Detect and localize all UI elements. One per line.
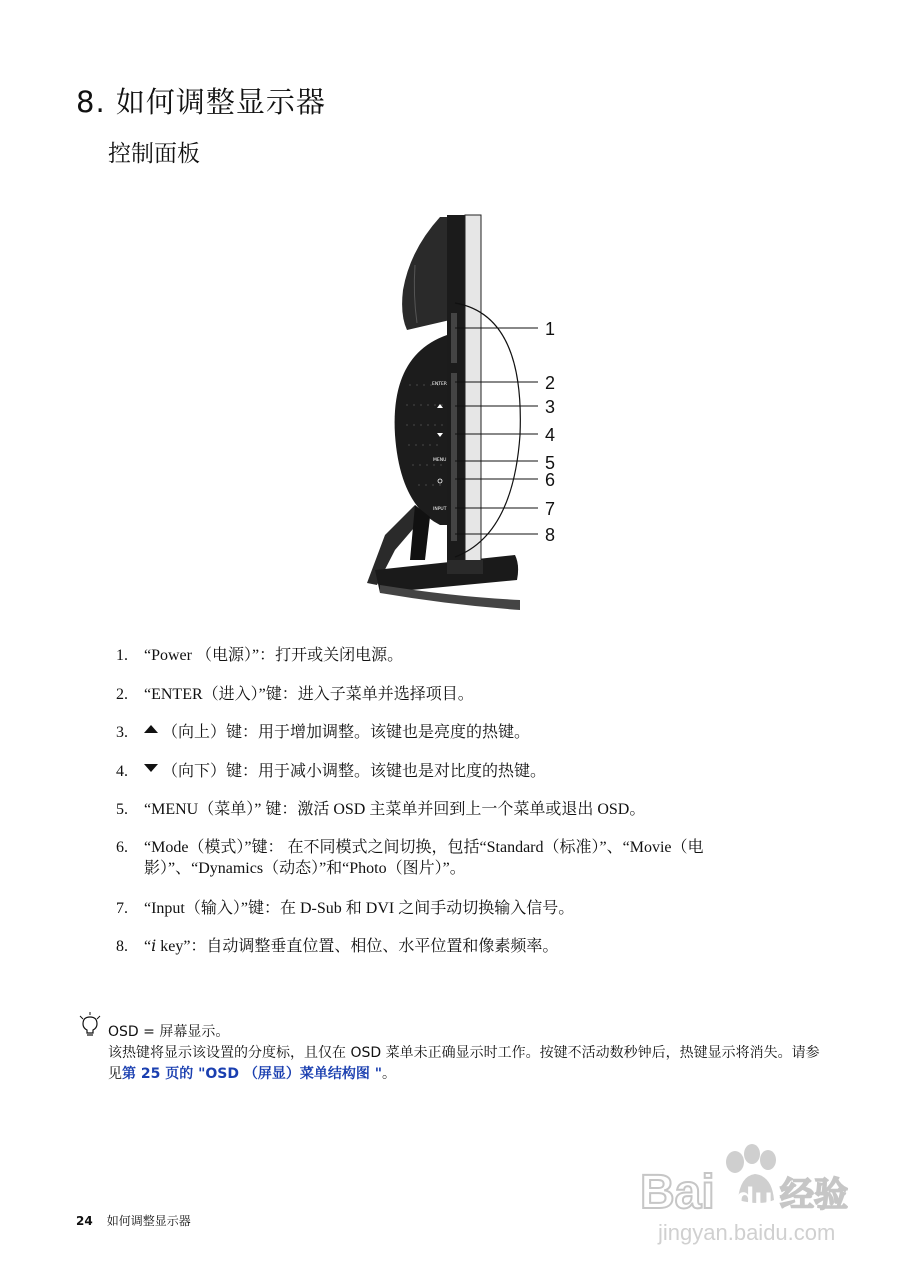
callout-1: 1 [545, 319, 556, 339]
list-item-text: “𝑖 key”：自动调整垂直位置、相位、水平位置和像素频率。 [144, 938, 559, 955]
list-item-text: “ENTER（进入）”键：进入子菜单并选择项目。 [144, 686, 474, 703]
page-footer [76, 1212, 191, 1229]
list-item-number: 6. [116, 839, 128, 856]
callout-2: 2 [545, 373, 556, 393]
list-item-number: 1. [116, 647, 128, 664]
list-item-number: 5. [116, 801, 128, 818]
section-subheading: 控制面板 [108, 141, 200, 167]
list-item-number: 8. [116, 938, 128, 955]
input-label: INPUT [433, 507, 447, 512]
up-triangle-icon [144, 725, 158, 733]
page-heading: 8. 如何调整显示器 [76, 85, 326, 119]
baidu-jingyan-watermark [640, 1140, 880, 1250]
list-item-number: 7. [116, 900, 128, 917]
lightbulb-icon [78, 1012, 102, 1038]
down-triangle-icon [144, 764, 158, 772]
callout-3: 3 [545, 397, 556, 417]
watermark-url: jingyan.baidu.com [658, 1220, 836, 1245]
callout-5: 5 [545, 453, 556, 473]
watermark-brand-cn: 经验 [780, 1175, 848, 1215]
list-item-text: “Input（输入）”键：在 D-Sub 和 DVI 之间手动切换输入信号。 [144, 900, 575, 917]
footer-title: 如何调整显示器 [106, 1214, 191, 1228]
menu-label: MENU [433, 458, 447, 463]
tip-note [108, 1022, 828, 1085]
list-item-number: 3. [116, 724, 128, 741]
page-number: 24 [76, 1214, 93, 1228]
callout-7: 7 [545, 499, 556, 519]
list-item-text: “Power （电源）”：打开或关闭电源。 [144, 647, 404, 664]
list-item-text: （向上）键：用于增加调整。该键也是亮度的热键。 [162, 724, 531, 741]
callout-6: 6 [545, 470, 556, 490]
list-item-text: “MENU（菜单）” 键：激活 OSD 主菜单并回到上一个菜单或退出 OSD。 [144, 801, 646, 818]
watermark-brand-left: Bai [640, 1166, 715, 1219]
list-item-number: 4. [116, 763, 128, 780]
callout-8: 8 [545, 525, 556, 545]
list-item-text: （向下）键：用于减小调整。该键也是对比度的热键。 [162, 763, 547, 780]
monitor-side-illustration [355, 205, 575, 617]
osd-menu-structure-link[interactable]: 第 25 页的 "OSD （屏显）菜单结构图 " [122, 1066, 383, 1082]
note-title: OSD = 屏幕显示。 [108, 1024, 230, 1040]
watermark-brand-right: du [736, 1182, 773, 1215]
note-body: 该热键将显示该设置的分度标，且仅在 OSD 菜单未正确显示时工作。按键不活动数秒钟后，热键显示将消失。请参见第 25 页的 "OSD （屏显）菜单结构图 "。 [108, 1045, 820, 1082]
enter-label: ENTER [432, 382, 447, 387]
list-item-number: 2. [116, 686, 128, 703]
callout-4: 4 [545, 425, 556, 445]
list-item-text: “Mode（模式）”键： 在不同模式之间切换，包括“Standard（标准）”、“Movie（电影）”、“Dynamics（动态）”和“Photo（图片）”。 [144, 839, 704, 877]
